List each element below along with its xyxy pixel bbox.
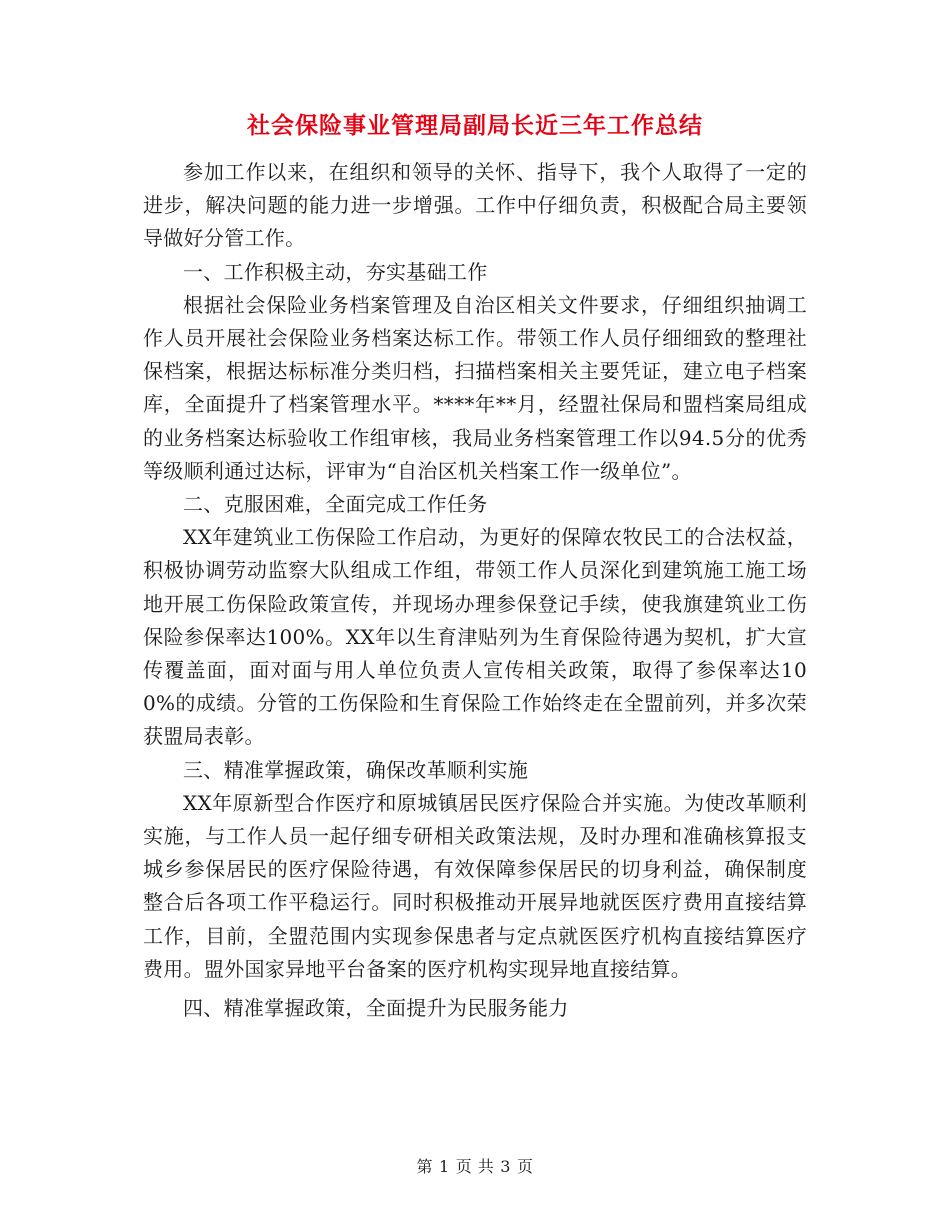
footer-middle: 页 共 (455, 1157, 495, 1176)
document-body (143, 156, 807, 1025)
section-heading-3: 三、精准掌握政策，确保改革顺利实施 (183, 757, 529, 782)
footer-total-pages: 3 (500, 1157, 511, 1176)
paragraph-section-3: XX年原新型合作医疗和原城镇居民医疗保险合并实施。为使改革顺利实施，与工作人员一起仔细专研相关政策法规，及时办理和准确核算报支城乡参保居民的医疗保险待遇，有效保障参保居民的切身利益，确保制度整合后各项工作平稳运行。同时积极推动开展异地就医医疗费用直接结算工作，目前，全盟范围内实现参保患者与定点就医医疗机构直接结算医疗费用。盟外国家异地平台备案的医疗机构实现异地直接结算。 (143, 790, 807, 981)
document-title: 社会保险事业管理局副局长近三年工作总结 (247, 112, 703, 139)
paragraph-intro: 参加工作以来，在组织和领导的关怀、指导下，我个人取得了一定的进步，解决问题的能力进一步增强。工作中仔细负责，积极配合局主要领导做好分管工作。 (143, 160, 807, 251)
section-heading-4: 四、精准掌握政策，全面提升为民服务能力 (183, 996, 569, 1021)
paragraph-section-1: 根据社会保险业务档案管理及自治区相关文件要求，仔细组织抽调工作人员开展社会保险业务档案达标工作。带领工作人员仔细细致的整理社保档案，根据达标标准分类归档，扫描档案相关主要凭证，建立电子档案库，全面提升了档案管理水平。****年**月，经盟社保局和盟档案局组成的业务档案达标验收工作组审核，我局业务档案管理工作以94.5分的优秀等级顺利通过达标，评审为“自治区机关档案工作一级单位”。 (143, 292, 807, 483)
footer-suffix: 页 (516, 1157, 534, 1176)
footer-page-number: 1 (439, 1157, 450, 1176)
paragraph-section-2: XX年建筑业工伤保险工作启动，为更好的保障农牧民工的合法权益，积极协调劳动监察大队组成工作组，带领工作人员深化到建筑施工施工场地开展工伤保险政策宣传，并现场办理参保登记手续，使我旗建筑业工伤保险参保率达100%。XX年以生育津贴列为生育保险待遇为契机，扩大宣传覆盖面，面对面与用人单位负责人宣传相关政策，取得了参保率达100%的成绩。分管的工伤保险和生育保险工作始终走在全盟前列，并多次荣获盟局表彰。 (143, 525, 807, 749)
section-heading-1: 一、工作积极主动，夯实基础工作 (183, 259, 488, 284)
page-footer (0, 1155, 950, 1179)
footer-prefix: 第 (416, 1157, 434, 1176)
section-heading-2: 二、克服困难，全面完成工作任务 (183, 492, 488, 517)
